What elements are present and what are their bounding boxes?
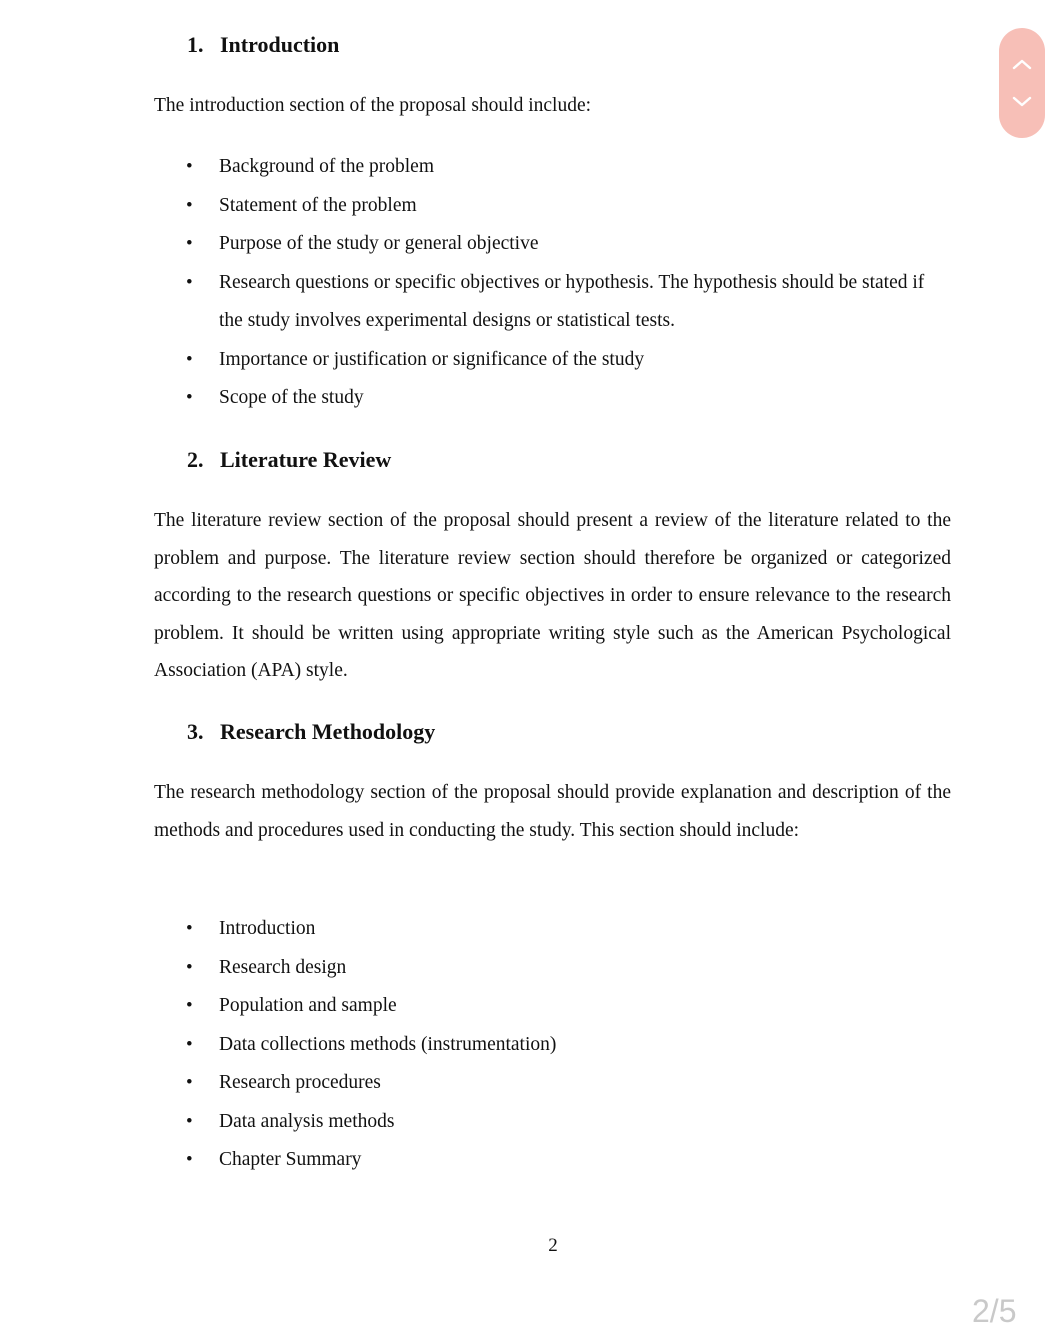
- list-item: [0, 1064, 931, 1103]
- list-item-text: Research questions or specific objectives or hypothesis. The hypothesis should be stated if the study involves experimental designs or statistical tests.: [219, 271, 925, 331]
- research-methodology-paragraph: The research methodology section of the proposal should provide explanation and description of the methods and procedures used in conducting the study. This section should include:: [154, 782, 951, 841]
- section-heading-introduction: [187, 31, 339, 59]
- bullet-icon: •: [186, 387, 193, 408]
- bullet-icon: •: [186, 233, 193, 254]
- list-item-text: Research procedures: [219, 1072, 381, 1093]
- list-item-text: Research design: [219, 956, 347, 978]
- list-item: [0, 987, 931, 1026]
- section-number: 3.: [187, 719, 204, 744]
- list-item: [0, 187, 931, 226]
- section-title: Introduction: [220, 32, 340, 57]
- list-item-text: Importance or justification or significance of the study: [219, 348, 645, 370]
- bullet-icon: •: [186, 956, 193, 978]
- list-item: [0, 1026, 931, 1065]
- bullet-icon: •: [186, 1149, 193, 1170]
- section-heading-literature-review: [187, 446, 391, 474]
- list-item-text: Background of the problem: [219, 156, 434, 177]
- list-item: [0, 949, 931, 988]
- list-item: [0, 379, 931, 418]
- list-item-text: Data collections methods (instrumentation): [219, 1033, 557, 1055]
- list-item-text: Chapter Summary: [219, 1149, 362, 1170]
- section-title: Research Methodology: [220, 719, 436, 744]
- list-item-text: Introduction: [219, 918, 316, 939]
- introduction-list: [0, 148, 931, 418]
- list-item-text: Purpose of the study or general objective: [219, 233, 539, 254]
- list-item: [0, 225, 931, 264]
- bullet-icon: •: [186, 1110, 193, 1132]
- bullet-icon: •: [186, 1072, 193, 1093]
- list-item: [0, 148, 931, 187]
- bullet-icon: •: [186, 995, 193, 1016]
- section-number: 2.: [187, 447, 204, 472]
- bullet-icon: •: [186, 271, 193, 293]
- list-item-text: Scope of the study: [219, 387, 364, 408]
- chevron-down-icon: [1012, 96, 1032, 108]
- chevron-up-icon: [1012, 58, 1032, 70]
- page-counter: 2/5: [972, 1293, 1017, 1329]
- scroll-up-button[interactable]: [999, 46, 1045, 82]
- list-item-text: Population and sample: [219, 995, 397, 1016]
- bullet-icon: •: [186, 918, 193, 939]
- page-scroll-nav: [999, 28, 1045, 138]
- bullet-icon: •: [186, 1033, 193, 1055]
- list-item: [0, 264, 931, 341]
- list-item: [0, 341, 931, 380]
- literature-review-paragraph: The literature review section of the proposal should present a review of the literature related to the problem and purpose. The literature review section should therefore be organized or categorized according to the research questions or specific objectives in order to ensure relevance to the research problem. It should be written using appropriate writing style such as the American Psychological Association (APA) style.: [154, 510, 951, 681]
- research-methodology-list: [0, 910, 931, 1180]
- section-title: Literature Review: [220, 447, 392, 472]
- list-item-text: Data analysis methods: [219, 1110, 395, 1132]
- bullet-icon: •: [186, 194, 193, 216]
- section-number: 1.: [187, 32, 204, 57]
- scroll-down-button[interactable]: [999, 84, 1045, 120]
- bullet-icon: •: [186, 348, 193, 370]
- section-heading-research-methodology: [187, 718, 435, 746]
- list-item-text: Statement of the problem: [219, 194, 417, 216]
- list-item: [0, 910, 931, 949]
- list-item: [0, 1103, 931, 1142]
- introduction-paragraph: The introduction section of the proposal should include:: [154, 95, 592, 116]
- bullet-icon: •: [186, 156, 193, 177]
- list-item: [0, 1141, 931, 1180]
- page-number: 2: [548, 1235, 558, 1256]
